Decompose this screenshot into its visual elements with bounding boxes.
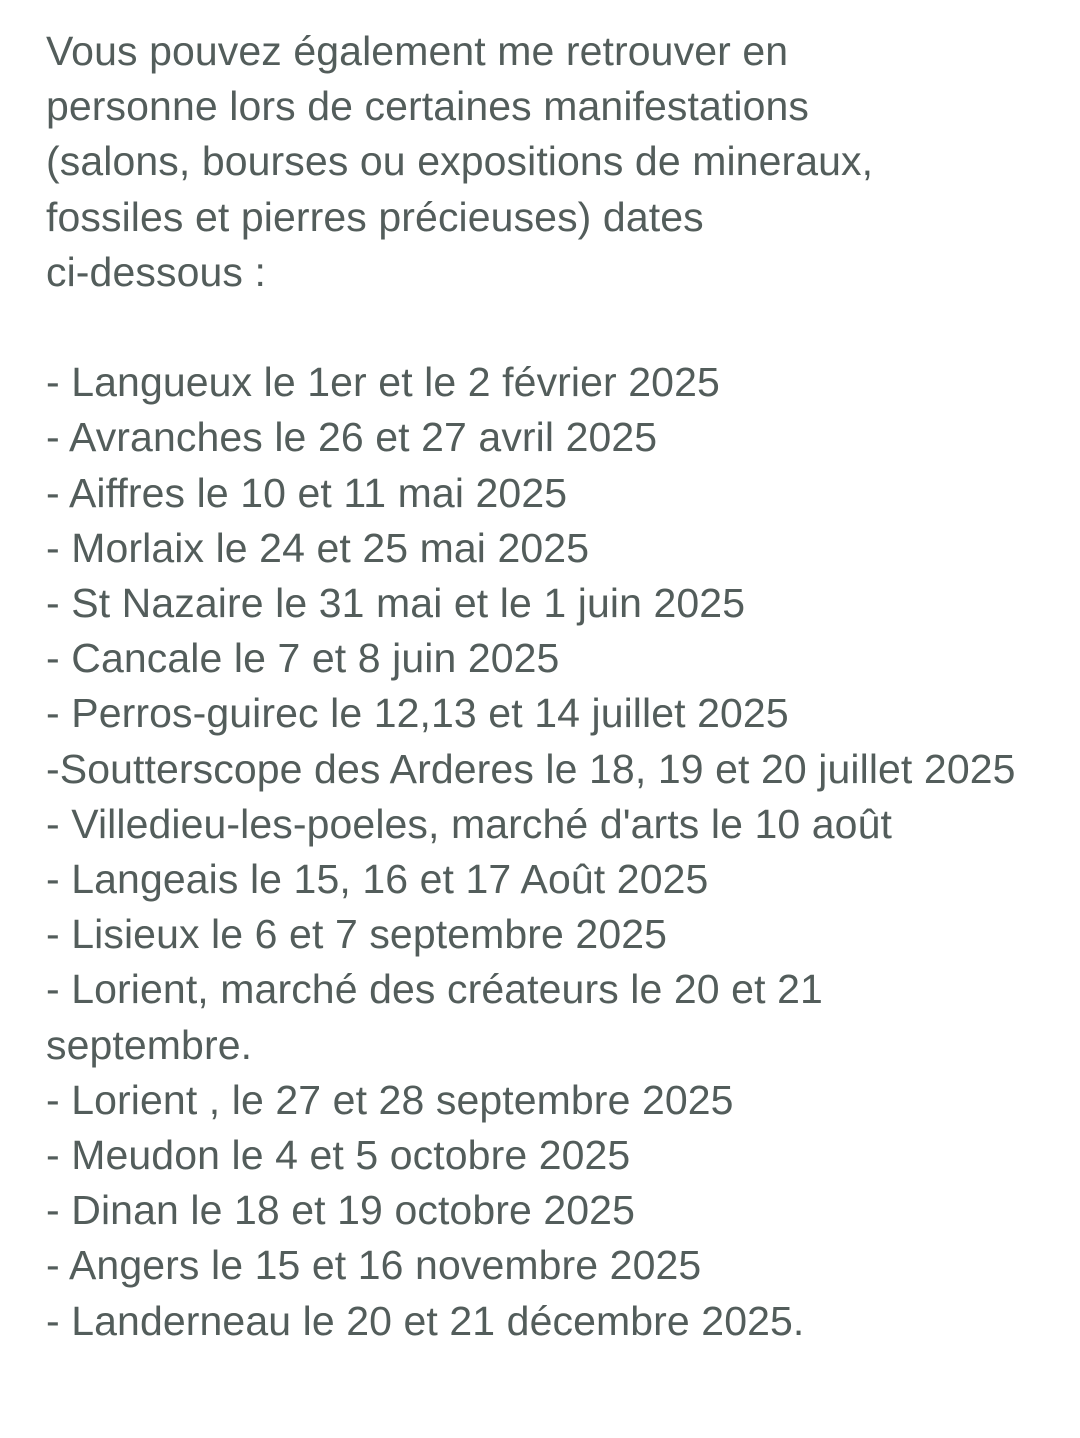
event-item: - Morlaix le 24 et 25 mai 2025 [46,524,590,571]
event-item: - Lorient , le 27 et 28 septembre 2025 [46,1076,734,1123]
event-item: - Lorient, marché des créateurs le 20 et 21 septembre. [46,966,823,1068]
intro-line: ci-dessous : [46,248,266,295]
event-item: - Cancale le 7 et 8 juin 2025 [46,635,560,682]
event-list [46,355,1040,1349]
event-item: -Soutterscope des Arderes le 18, 19 et 20 juillet 2025 [46,745,1016,792]
event-item: - Avranches le 26 et 27 avril 2025 [46,414,658,461]
intro-paragraph [46,24,1040,300]
intro-line: Vous pouvez également me retrouver en [46,28,789,74]
event-item: - Dinan le 18 et 19 octobre 2025 [46,1187,635,1234]
event-item: - Landerneau le 20 et 21 décembre 2025. [46,1297,805,1344]
intro-line: personne lors de certaines manifestations [46,83,810,130]
event-item: - Meudon le 4 et 5 octobre 2025 [46,1132,631,1179]
event-item: - Langueux le 1er et le 2 février 2025 [46,359,720,406]
blank-line [46,300,1040,355]
intro-line: fossiles et pierres précieuses) dates [46,193,704,240]
event-item: - Perros-guirec le 12,13 et 14 juillet 2025 [46,690,789,737]
event-item: - Aiffres le 10 et 11 mai 2025 [46,469,568,516]
intro-line: (salons, bourses ou expositions de mineraux, [46,138,874,185]
event-item: - Lisieux le 6 et 7 septembre 2025 [46,911,668,958]
event-item: - St Nazaire le 31 mai et le 1 juin 2025 [46,580,746,627]
event-item: - Langeais le 15, 16 et 17 Août 2025 [46,856,709,903]
event-item: - Angers le 15 et 16 novembre 2025 [46,1242,702,1289]
event-item: - Villedieu-les-poeles, marché d'arts le 10 août [46,800,892,847]
